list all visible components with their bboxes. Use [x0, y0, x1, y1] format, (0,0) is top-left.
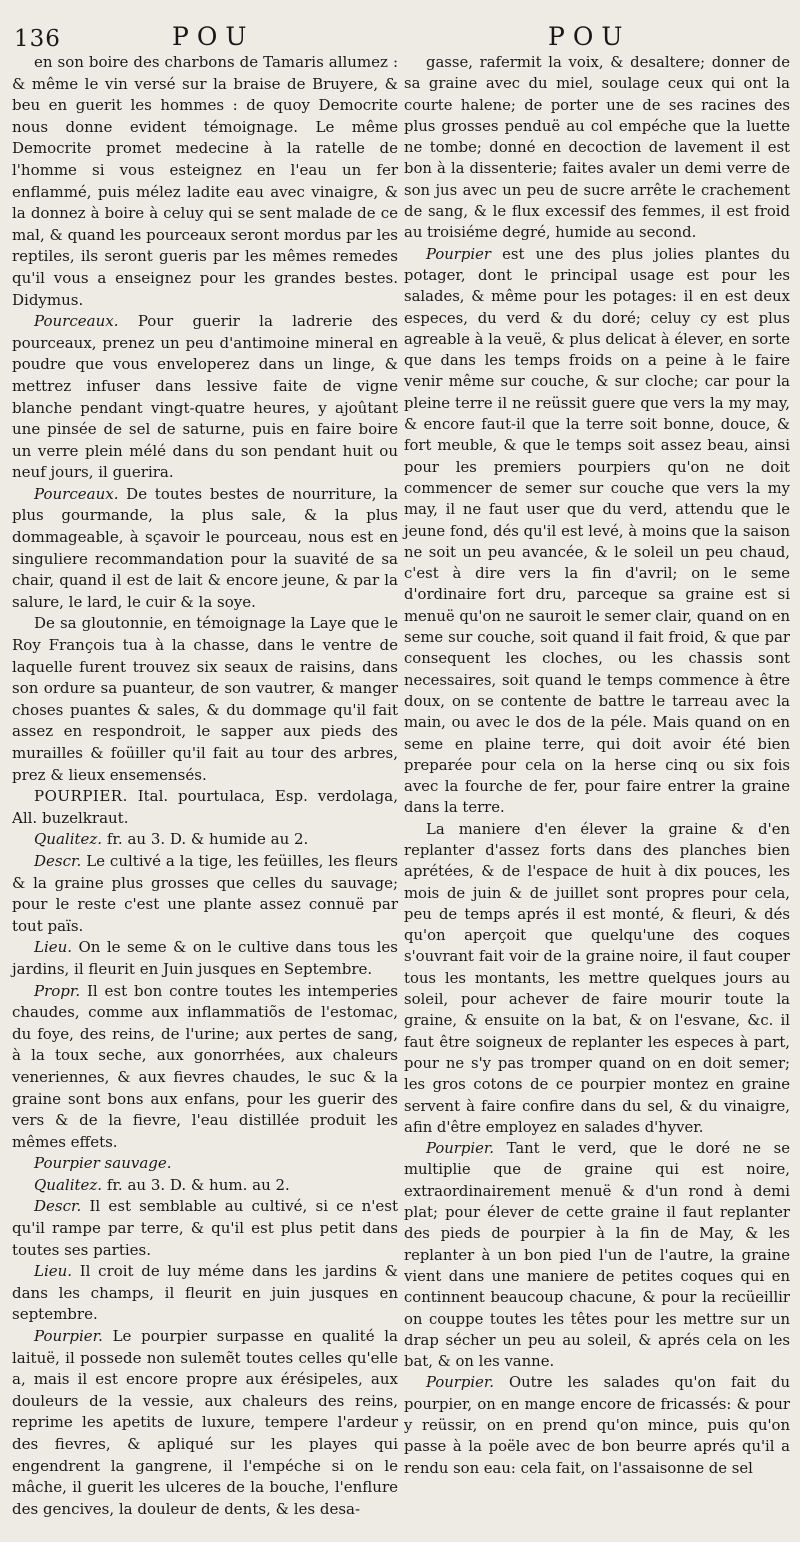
entry-text: Le pourpier surpasse en qualité la laituë, il possede non sulemẽt toutes celles qu'elle a, mais il est encore propre aux érésipeles, aux douleurs de la vessie, aux chaleurs des reins, reprime les apetits de luxure, tempere l'ardeur des fievres, & apliqué sur les playes qui engendrent la gangrene, il l'empéche si on le mâche, il guerit les ulceres de la bouche, l'enflure des gencives, la douleur de dents, & les desa- [12, 1327, 398, 1518]
paragraph [12, 851, 398, 937]
paragraph [12, 613, 398, 786]
entry-text: fr. au 3. D. & humide au 2. [102, 830, 309, 849]
paragraph [404, 1372, 790, 1478]
paragraph [12, 786, 398, 829]
entry-text: Tant le verd, que le doré ne se multiplie que de graine qui est noire, extraordinairement menuë & d'un rond à demi plat; pour élever de cette graine il faut replanter des pieds de pourpier à la fin de May, & les replanter à un bon pied l'un de l'autre, la graine vient dans une maniere de petites coques qui en continnent beaucoup chacune, & pour la recüeillir on couppe toutes les têtes pour les mettre sur un drap sécher un peu au soleil, & aprés cela on les bat, & on les vanne. [404, 1140, 790, 1371]
entry-text: On le seme & on le cultive dans tous les jardins, il fleurit en Juin jusques en Septembre. [12, 938, 398, 978]
entry-text: fr. au 3. D. & hum. au 2. [102, 1175, 290, 1194]
paragraph [404, 819, 790, 1138]
entry-text: Le cultivé a la tige, les feüilles, les fleurs & la graine plus grosses que celles du sauvage; pour le reste c'est une plante assez connuë par tout païs. [12, 851, 398, 935]
paragraph [12, 829, 398, 851]
paragraph [12, 1153, 398, 1175]
entry-heading: Pourceaux. [34, 312, 119, 331]
paragraph [12, 981, 398, 1154]
paragraph [12, 1175, 398, 1197]
paragraph [404, 52, 790, 244]
entry-text: La maniere d'en élever la graine & d'en replanter d'assez forts dans des planches bien aprétées, & de l'espace de huit à dix pouces, les mois de juin & de juillet sont propres pour cela, peu de temps aprés il est monté, & fleuri, & dés qu'on aperçoit que quelqu'une des coques s'ouvrant fait voir de la graine noire, il faut couper tous les montants, les mettre quelques jours au soleil, pour achever de faire mourir toute la graine, & ensuite on la bat, & on l'esvane, &c. il faut être soigneux de replanter les especes à part, pour ne s'y pas tromper quand on en doit semer; les gros cotons de ce pourpier montez en graine servent à faire confire dans du sel, & du vinaigre, afin d'être employez en salades d'hyver. [404, 820, 790, 1136]
entry-heading: Pourpier. [426, 1374, 494, 1392]
paragraph [404, 244, 790, 819]
running-header [0, 10, 800, 52]
left-running-title: POU [172, 22, 255, 51]
paragraph [404, 1138, 790, 1372]
entry-heading: Descr. [34, 1197, 82, 1216]
entry-text: est une des plus jolies plantes du potager, dont le principal usage est pour les salades, & même pour les potages: il en est deux especes, du verd & du doré; celuy cy est plus agreable à la veuë, & plus delicat à élever, en sorte que dans les temps froids on a peine à le faire venir même sur couche, & sur cloche; car pour la pleine terre il ne reüssit guere que vers la my may, & encore faut-il que la terre soit bonne, douce, & fort meuble, & que le temps soit assez beau, ainsi pour les premiers pourpiers qu'on ne doit commencer de semer sur couche que vers la my may, il ne faut user que du verd, attendu que le jeune fond, dés qu'il est levé, à moins que la saison ne soit un peu avancée, & le soleil un peu chaud, c'est à dire vers la fin d'avril; on le seme d'ordinaire fort dru, parceque sa graine est si menuë qu'on ne sauroit le semer clair, quand on en seme sur couche, soit quand il fait froid, & que par consequent les cloches, ou les chassis sont necessaires, soit quand le temps commence à être doux, on se contente de battre le tarreau avec la main, ou avec le dos de la péle. Mais quand on en seme en plaine terre, qui doit avoir été bien preparée pour cela on la herse cinq ou six fois avec la fourche de fer, pour faire entrer la graine dans la terre. [404, 245, 790, 817]
entry-heading: Qualitez. [34, 1175, 103, 1194]
entry-text: en son boire des charbons de Tamaris allumez : & même le vin versé sur la braise de Bruyere, & beu en guerit les hommes : de quoy Democrite nous donne evident témoignage. Le même Democrite promet medecine à la ratelle de l'homme si vous esteignez en l'eau un fer enflammé, puis mélez ladite eau avec vinaigre, & la donnez à boire à celuy qui se sent malade de ce mal, & quand les pourceaux seront mordus par les reptiles, ils seront gueris par les mêmes remedes qu'il vous a enseignez pour les grandes bestes. Didymus. [12, 53, 398, 309]
entry-text: De sa gloutonnie, en témoignage la Laye que le Roy François tua à la chasse, dans le ventre de laquelle furent trouvez six seaux de raisins, dans son ordure sa puanteur, de son vautrer, & manger choses puantes & sales, & du dommage qu'il fait assez en respondroit, le sapper aux pieds des murailles & foüiller qu'il fait au tour des arbres, prez & lieux ensemensés. [12, 614, 398, 784]
paragraph [12, 1326, 398, 1520]
right-running-title: POU [548, 22, 631, 51]
left-text-column [12, 52, 398, 1520]
entry-heading: Descr. [34, 851, 82, 870]
entry-text: Il croit de luy méme dans les jardins & dans les champs, il fleurit en juin jusques en septembre. [12, 1262, 398, 1324]
entry-text: Outre les salades qu'on fait du pourpier, on en mange encore de fricassés: & pour y reüssir, on en prend qu'on mince, puis qu'on passe à la poële avec de bon beurre aprés qu'il a rendu son eau: cela fait, on l'assaisonne de sel [404, 1374, 790, 1477]
entry-heading: Pourpier. [34, 1327, 103, 1346]
paragraph [12, 52, 398, 311]
entry-heading: Pourceaux. [34, 484, 119, 503]
paragraph [12, 1261, 398, 1326]
entry-heading: Pourpier sauvage. [34, 1154, 172, 1173]
entry-heading: Propr. [34, 981, 81, 1000]
entry-text: Il est bon contre toutes les intemperies chaudes, comme aux inflammatiõs de l'estomac, du foye, des reins, de l'urine; aux pertes de sang, à la toux seche, aux gonorrhées, aux chaleurs veneriennes, & aux fievres chaudes, le suc & la graine sont bons aux enfans, pour les guerir des vers & de la fievre, l'eau distillée produit les mêmes effets. [12, 981, 398, 1151]
paragraph [12, 1196, 398, 1261]
entry-heading: Pourpier. [426, 1140, 494, 1158]
entry-text: Pour guerir la ladrerie des pourceaux, prenez un peu d'antimoine mineral en poudre que vous enveloperez dans un linge, & mettrez infuser dans lessive faite de vigne blanche pendant vingt-quatre heures, y ajoûtant une pinsée de sel de saturne, puis en faire boire un verre plein mélé dans du son pendant huit ou neuf jours, il guerira. [12, 312, 398, 482]
entry-text: Il est semblable au cultivé, si ce n'est qu'il rampe par terre, & qu'il est plus petit dans toutes ses parties. [12, 1197, 398, 1259]
entry-heading: Pourpier [426, 245, 491, 263]
entry-heading: Lieu. [34, 938, 73, 957]
paragraph [12, 937, 398, 980]
entry-text: gasse, rafermit la voix, & desaltere; donner de sa graine avec du miel, soulage ceux qui ont la courte halene; de porter une de ses racines des plus grosses penduë au col empéche que la luette ne tombe; donné en decoction de lavement il est bon à la dissenterie; faites avaler un demi verre de son jus avec un peu de sucre arrête le crachement de sang, & le flux excessif des femmes, il est froid au troisiéme degré, humide au second. [404, 54, 790, 242]
entry-text: De toutes bestes de nourriture, la plus gourmande, la plus sale, & la plus dommageable, à sçavoir le pourceau, nous est en singuliere recommandation pour la suavité de sa chair, quand il est de lait & encore jeune, & par la salure, le lard, le cuir & la soye. [12, 484, 398, 611]
right-text-column [404, 52, 790, 1479]
paragraph [12, 311, 398, 484]
entry-heading: Qualitez. [34, 830, 103, 849]
entry-heading: POURPIER. [34, 787, 128, 806]
entry-heading: Lieu. [34, 1262, 73, 1281]
page-number: 136 [14, 26, 61, 52]
entry-text: Ital. pourtulaca, Esp. verdolaga, All. buzelkraut. [12, 787, 398, 827]
paragraph [12, 484, 398, 614]
